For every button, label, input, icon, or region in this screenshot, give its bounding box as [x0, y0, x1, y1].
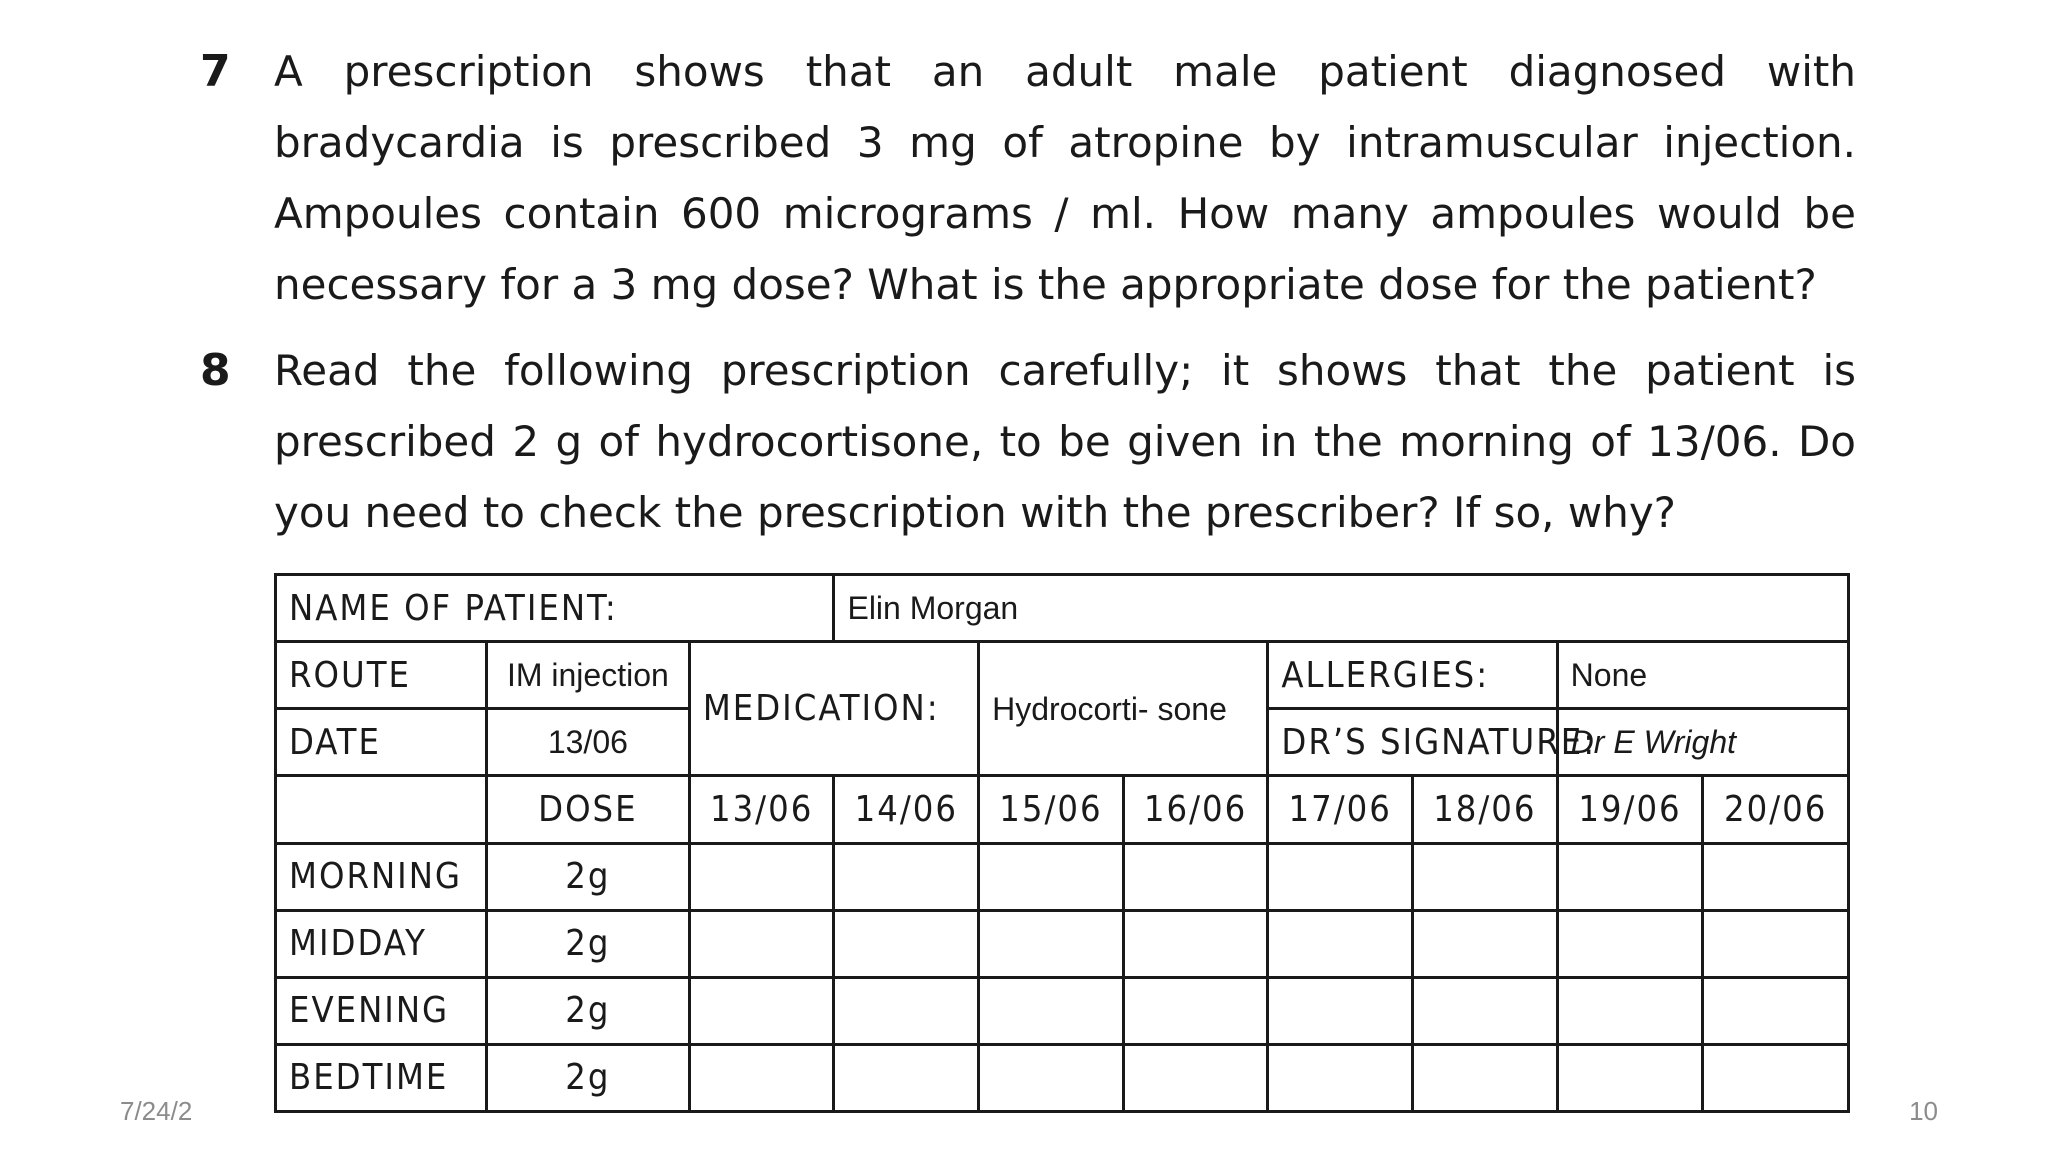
slide-number: 10 — [1909, 1096, 1938, 1126]
dose-row-morning — [276, 843, 1849, 910]
admin-cell — [689, 1044, 834, 1111]
admin-cell — [1703, 977, 1849, 1044]
patient-name-value: Elin Morgan — [834, 575, 1849, 642]
date-column-header: 18/06 — [1413, 776, 1558, 843]
dose-header: DOSE — [486, 776, 689, 843]
admin-cell — [1413, 1044, 1558, 1111]
dose-row-midday — [276, 910, 1849, 977]
dose-row-bedtime — [276, 1044, 1849, 1111]
admin-cell — [979, 977, 1124, 1044]
admin-cell — [1413, 910, 1558, 977]
admin-cell — [1123, 977, 1268, 1044]
admin-cell — [689, 977, 834, 1044]
admin-cell — [1557, 1044, 1703, 1111]
admin-cell — [1703, 1044, 1849, 1111]
question-text: Read the following prescription carefully; it shows that the patient is prescribed 2 g of hydrocortisone, to be given in the morning of 13/06. Do you need to check the prescription with the prescriber? If so, why? — [274, 346, 1856, 537]
admin-cell — [1557, 910, 1703, 977]
route-row — [276, 642, 1849, 709]
empty-corner-cell — [276, 776, 487, 843]
date-column-header: 13/06 — [689, 776, 834, 843]
dates-header-row — [276, 776, 1849, 843]
admin-cell — [834, 843, 979, 910]
date-column-header: 15/06 — [979, 776, 1124, 843]
question-number: 7 — [200, 46, 231, 97]
patient-name-label: NAME OF PATIENT: — [276, 575, 834, 642]
question-text: A prescription shows that an adult male patient diagnosed with bradycardia is prescribed 3 mg of atropine by intramuscular injection. Ampoules contain 600 micrograms / ml. How many ampoules would be necessary for a 3 mg dose? What is the appropriate dose for the patient? — [274, 47, 1856, 309]
admin-cell — [1268, 977, 1413, 1044]
dose-value: 2g — [486, 910, 689, 977]
signature-value: Dr E Wright — [1557, 709, 1848, 776]
dose-value: 2g — [486, 1044, 689, 1111]
date-column-header: 19/06 — [1557, 776, 1703, 843]
admin-cell — [1557, 977, 1703, 1044]
admin-cell — [1703, 843, 1849, 910]
date-column-header: 17/06 — [1268, 776, 1413, 843]
admin-cell — [1268, 910, 1413, 977]
time-of-day-label: MORNING — [276, 843, 487, 910]
date-column-header: 14/06 — [834, 776, 979, 843]
admin-cell — [1413, 977, 1558, 1044]
date-label: DATE — [276, 709, 487, 776]
date-value: 13/06 — [486, 709, 689, 776]
time-of-day-label: BEDTIME — [276, 1044, 487, 1111]
admin-cell — [979, 1044, 1124, 1111]
admin-cell — [689, 843, 834, 910]
dose-row-evening — [276, 977, 1849, 1044]
medication-label: MEDICATION: — [689, 642, 978, 776]
time-of-day-label: EVENING — [276, 977, 487, 1044]
slide-date: 7/24/2 — [120, 1096, 193, 1126]
admin-cell — [834, 977, 979, 1044]
allergies-label: ALLERGIES: — [1268, 642, 1557, 709]
dose-value: 2g — [486, 977, 689, 1044]
signature-label: DR’S SIGNATURE: — [1268, 709, 1557, 776]
prescription-chart — [274, 573, 1850, 1113]
patient-name-row — [276, 575, 1849, 642]
admin-cell — [1413, 843, 1558, 910]
admin-cell — [689, 910, 834, 977]
question-number: 8 — [200, 345, 231, 396]
route-value: IM injection — [486, 642, 689, 709]
allergies-value: None — [1557, 642, 1848, 709]
admin-cell — [834, 910, 979, 977]
admin-cell — [1703, 910, 1849, 977]
medication-value: Hydrocorti- sone — [979, 642, 1268, 776]
admin-cell — [1557, 843, 1703, 910]
date-column-header: 20/06 — [1703, 776, 1849, 843]
route-label: ROUTE — [276, 642, 487, 709]
admin-cell — [979, 843, 1124, 910]
admin-cell — [1268, 843, 1413, 910]
admin-cell — [1268, 1044, 1413, 1111]
admin-cell — [1123, 1044, 1268, 1111]
date-column-header: 16/06 — [1123, 776, 1268, 843]
admin-cell — [979, 910, 1124, 977]
dose-value: 2g — [486, 843, 689, 910]
admin-cell — [1123, 910, 1268, 977]
admin-cell — [1123, 843, 1268, 910]
admin-cell — [834, 1044, 979, 1111]
time-of-day-label: MIDDAY — [276, 910, 487, 977]
